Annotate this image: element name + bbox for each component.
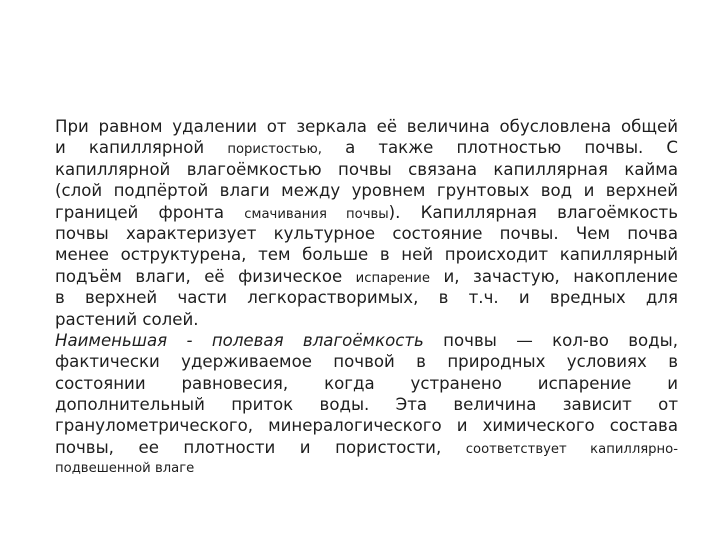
text-line xyxy=(55,415,678,436)
text-line xyxy=(55,394,678,415)
text-run: испарение xyxy=(355,270,430,286)
text-run: а также плотностью почвы. С xyxy=(321,138,678,158)
text-run: почвы характеризует культурное состояние почвы. Чем почва xyxy=(55,223,678,243)
text-run: капиллярной влагоёмкостью почвы связана капиллярная кайма xyxy=(55,159,678,179)
text-line xyxy=(55,309,678,330)
text-run: (слой подпёртой влаги между уровнем грунтовых вод и верхней xyxy=(55,181,678,201)
text-line xyxy=(55,159,678,180)
text-run: состоянии равновесия, когда устранено испарение и xyxy=(55,373,678,393)
text-run: подъём влаги, её физическое xyxy=(55,266,356,286)
text-run: почвы, ее плотности и пористости, xyxy=(55,437,466,457)
text-line xyxy=(55,180,678,201)
body-text xyxy=(55,116,678,480)
text-line xyxy=(55,223,678,244)
text-run: дополнительный приток воды. Эта величина зависит от xyxy=(55,395,678,415)
text-run: и, зачастую, накопление xyxy=(430,266,678,286)
text-run: смачивания почвы xyxy=(244,206,389,222)
text-run: соответствует капиллярно- xyxy=(465,441,678,457)
text-line xyxy=(55,287,678,308)
text-run: фактически удерживаемое почвой в природных условиях в xyxy=(55,352,678,372)
text-line xyxy=(55,373,678,394)
text-run: пористостью, xyxy=(227,142,322,158)
text-run: растений солей. xyxy=(55,309,199,329)
text-line xyxy=(55,137,678,158)
text-run: почвы — кол-во воды, xyxy=(423,330,678,350)
text-line xyxy=(55,458,678,479)
text-run: При равном удалении от зеркала её величина обусловлена общей xyxy=(55,117,678,136)
text-line xyxy=(55,244,678,265)
text-line xyxy=(55,202,678,223)
emphasized-term: Наименьшая - полевая влагоёмкость xyxy=(55,330,424,350)
text-run: в верхней части легкорастворимых, в т.ч. и вредных для xyxy=(55,288,678,308)
text-line xyxy=(55,116,678,137)
text-run: подвешенной влаге xyxy=(55,461,195,477)
text-line xyxy=(55,437,678,458)
text-line xyxy=(55,330,678,351)
text-line xyxy=(55,266,678,287)
text-run: ). Капиллярная влагоёмкость xyxy=(388,202,678,222)
text-run: гранулометрического, минералогического и химического состава xyxy=(55,416,678,436)
text-run: и капиллярной xyxy=(55,138,228,158)
text-run: менее оструктурена, тем больше в ней происходит капиллярный xyxy=(55,245,678,265)
text-run: границей фронта xyxy=(55,202,245,222)
text-line xyxy=(55,351,678,372)
